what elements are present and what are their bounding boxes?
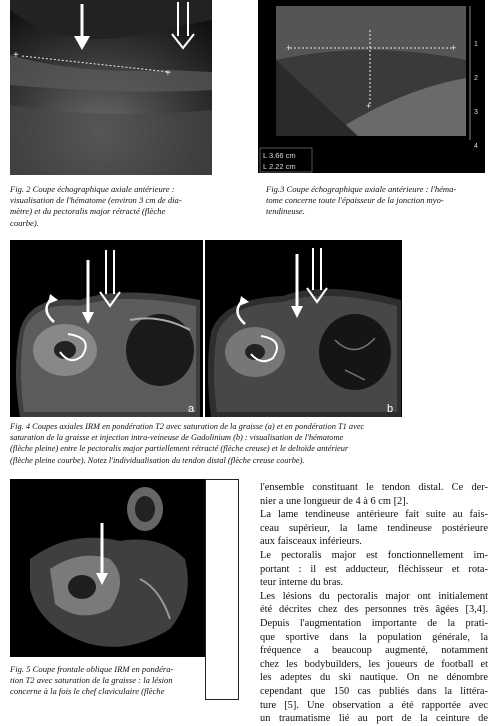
fig3-ultrasound-image bbox=[258, 0, 485, 173]
svg-text:+: + bbox=[366, 101, 372, 111]
fig3-scale-label: 1 bbox=[474, 41, 478, 48]
body-paragraph: Le pectoralis major est fonctionnellement im- portant : il est adducteur, fléchisseur et rota- teur interne du bras. bbox=[260, 549, 488, 589]
svg-text:+: + bbox=[13, 50, 19, 61]
fig2-ultrasound-image bbox=[10, 0, 212, 175]
fig4-panel-b-label: b bbox=[387, 403, 394, 415]
fig5-mri-image bbox=[10, 479, 208, 657]
svg-text:+: + bbox=[451, 43, 457, 53]
body-paragraph: Les lésions du pectoralis major ont initialement été décrites chez des personnes très âgées [3,4]. Depuis l'augmentation importante de la prati- que sportive dans la population générale, la fréquence a beaucoup augmenté, notamment chez les bodybuilders, les joueurs de football et les adeptes du ski nautique. On ne dénombre cependant que 150 cas publiés dans la littéra- ture [5]. Une observation a été rapportée avec un traumatisme lié au port de la ceinture de bbox=[260, 590, 488, 725]
fig3-scale-label: 2 bbox=[474, 75, 478, 82]
svg-text:+: + bbox=[286, 43, 292, 53]
fig4-panel-a-label: a bbox=[188, 403, 195, 415]
fig5-caption: Fig. 5 Coupe frontale oblique IRM en pondéra- tion T2 avec saturation de la graisse : la lésion concerne à la fois le chef claviculaire (flèche bbox=[10, 664, 174, 697]
fig5-side-strip bbox=[205, 479, 239, 700]
fig3-measure-line: L 3.66 cm bbox=[263, 151, 296, 160]
fig4-caption: Fig. 4 Coupes axiales IRM en pondération T2 avec saturation de la graisse (a) et en pondération T1 avec saturation de la graisse et injection intra-veineuse de Gadolinium (b) : visualisation de l'hématome (flèche pleine) entre le pectoralis major partiellement rétracté (flèche creuse) et le deltoïde antérieur (flèche pleine courbe). Notez l'individualisation du tendon distal (flèche creuse courbe). bbox=[10, 422, 365, 465]
fig3-scale-label: 3 bbox=[474, 109, 478, 116]
svg-text:+: + bbox=[165, 68, 171, 79]
body-text-column bbox=[260, 481, 488, 726]
fig3-measure-line: L 2.22 cm bbox=[263, 162, 296, 171]
fig2-caption: Fig. 2 Coupe échographique axiale antérieure : visualisation de l'hématome (environ 3 cm de dia- mètre) et du pectoralis major rétracté (flèche courbe). bbox=[10, 184, 182, 228]
body-paragraph: La lame tendineuse antérieure fait suite au fais- ceau supérieur, la lame tendineuse postérieure aux faisceaux inférieurs. bbox=[260, 509, 488, 548]
fig3-scale-label: 4 bbox=[474, 143, 478, 150]
fig4-mri-panel-a bbox=[10, 240, 203, 417]
body-paragraph: l'ensemble constituant le tendon distal. Ce der- nier a une longueur de 4 à 6 cm [2]. bbox=[260, 482, 488, 507]
fig3-caption: Fig.3 Coupe échographique axiale antérieure : l'héma- tome concerne toute l'épaisseur de la jonction myo- tendineuse. bbox=[266, 184, 457, 217]
fig4-mri-panel-b bbox=[205, 240, 402, 417]
